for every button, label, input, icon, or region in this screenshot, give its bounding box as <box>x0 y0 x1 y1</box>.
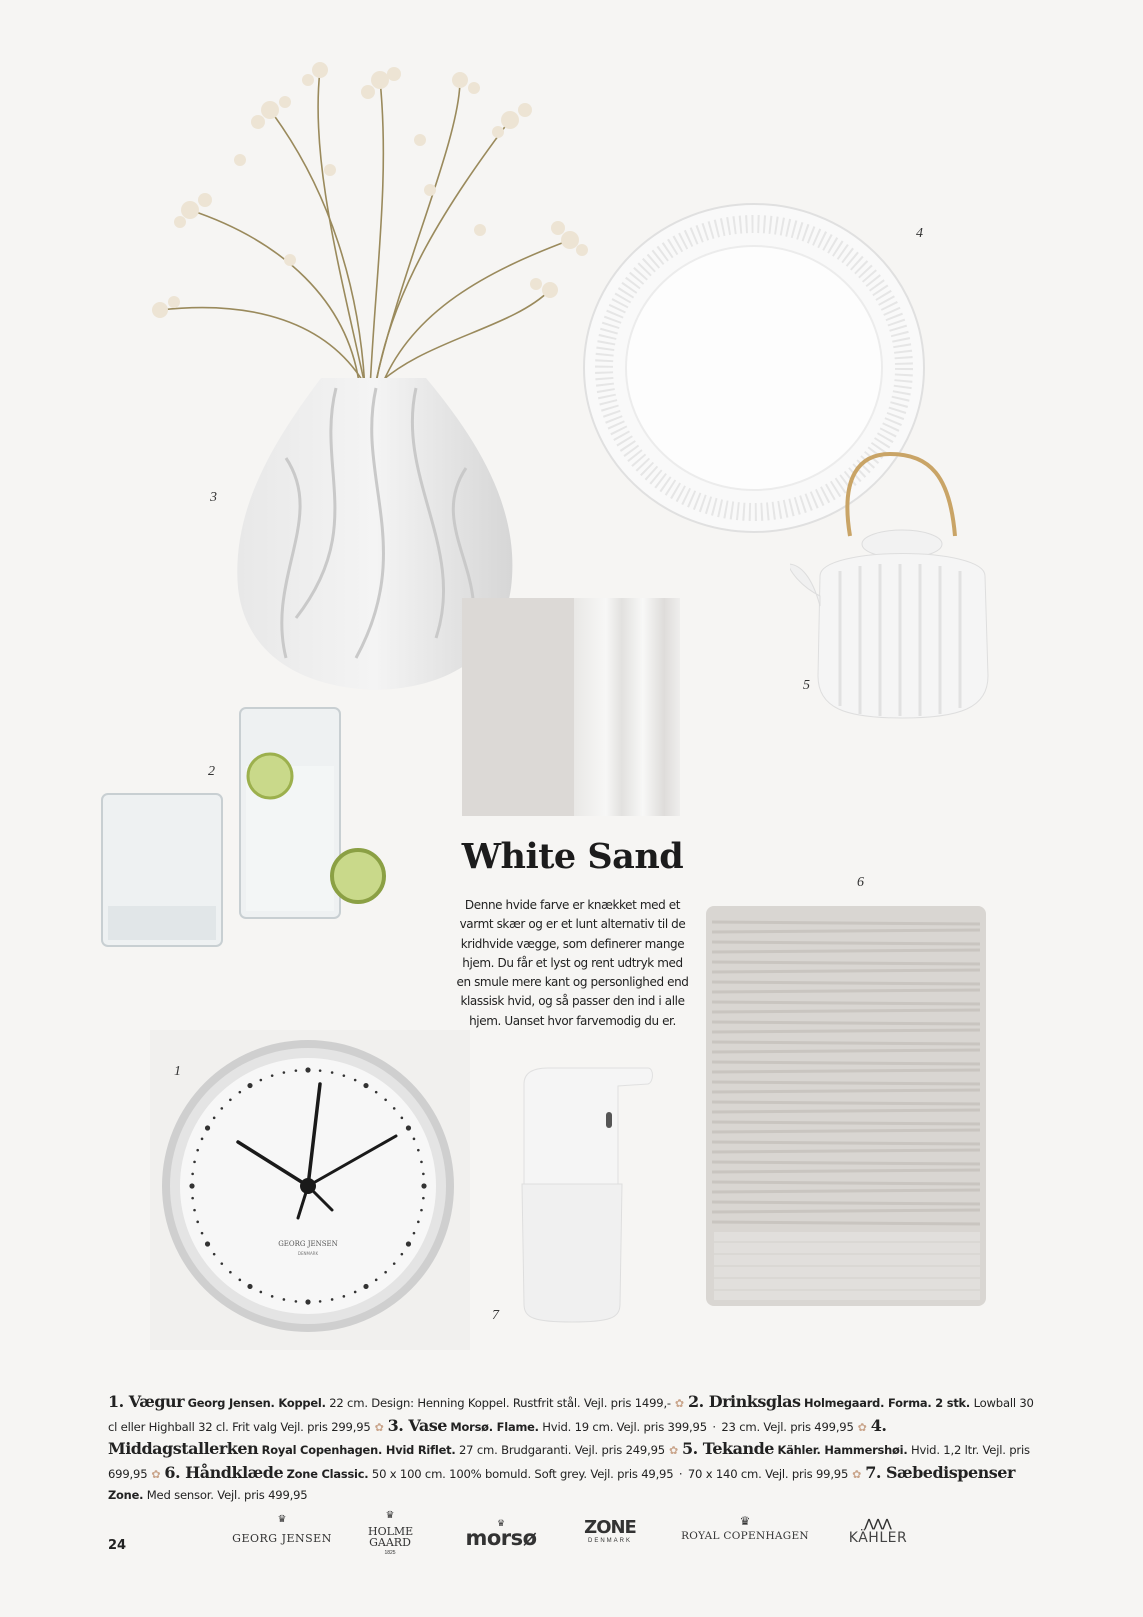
clock-dot <box>422 1197 425 1200</box>
towel-rib <box>712 930 980 932</box>
kahler-mark-icon: ⋀⋀⋀ <box>864 1518 892 1530</box>
towel-rib <box>712 1190 980 1192</box>
product-6: 6. Håndklæde Zone Classic. 50 x 100 cm. 100% bomuld. Soft grey. Vejl. pris 49,95 · 70 x 140 cm. Vejl. pris 99,95 <box>164 1462 849 1482</box>
clock-dot <box>420 1209 423 1212</box>
towel-rib <box>712 1170 980 1172</box>
clock-dot <box>331 1298 334 1301</box>
product-2: 2. Drinksglas Holmegaard. Forma. 2 stk. Lowball 30 cl eller Highball 32 cl. Frit valg Vejl. pris 299,95 <box>108 1392 1034 1434</box>
towel-rib <box>712 1122 980 1124</box>
clock-dot <box>401 1117 404 1120</box>
clock-dot <box>295 1300 298 1303</box>
clock-dot <box>205 1241 210 1246</box>
towel-rib <box>712 942 980 944</box>
towel-rib <box>712 1030 980 1032</box>
star-icon: ✿ <box>374 1420 384 1434</box>
towel-rib <box>712 1002 980 1004</box>
clock-dot <box>191 1197 194 1200</box>
clock-dot <box>331 1071 334 1074</box>
clock-dot <box>260 1079 263 1082</box>
towel-illustration <box>704 902 994 1312</box>
clock-dot <box>213 1117 216 1120</box>
towel-rib <box>712 1102 980 1104</box>
clock-dot <box>363 1284 368 1289</box>
intro-text: Denne hvide farve er knækket med et varmt skær og er et lunt alternativ til de kridhvide vægge, som definerer mange hjem. Du får et lyst og rent udtryk med en smule mere kant og personlighed end klassisk hvid, og så passer den ind i alle hjem. Uanset hvor farvemodig du er. <box>456 898 689 1028</box>
flowers-illustration <box>130 40 600 400</box>
clock-dot <box>305 1067 310 1072</box>
clock-dot <box>260 1291 263 1294</box>
clock-dot <box>247 1083 252 1088</box>
clock-dot <box>413 1232 416 1235</box>
clock-dot <box>384 1098 387 1101</box>
star-icon: ✿ <box>668 1444 678 1458</box>
towel-rib <box>712 1070 980 1072</box>
clock-dot <box>191 1173 194 1176</box>
clock-dot <box>220 1262 223 1265</box>
clock-dot <box>189 1183 194 1188</box>
towel-rib <box>712 1042 980 1044</box>
clock-dot <box>384 1271 387 1274</box>
clock-dot <box>375 1279 378 1282</box>
clock-dot <box>343 1074 346 1077</box>
star-icon: ✿ <box>674 1397 684 1410</box>
clock-dot <box>229 1271 232 1274</box>
clock-dot <box>247 1284 252 1289</box>
clock-dot <box>406 1241 411 1246</box>
clock-dot <box>393 1107 396 1110</box>
towel-rib <box>712 1010 980 1012</box>
crown-icon: ♛ <box>385 1510 395 1521</box>
logo-holmegaard: ♛ HOLME GAARD 1825 <box>360 1510 420 1556</box>
clock-dot <box>354 1079 357 1082</box>
texture-swatch <box>574 598 680 816</box>
item-number-6: 6 <box>857 875 864 890</box>
item-number-4: 4 <box>916 226 923 241</box>
clock-dot <box>295 1069 298 1072</box>
soap-dispenser-illustration <box>518 1064 658 1326</box>
item-number-7: 7 <box>492 1308 499 1323</box>
clock-dot <box>421 1183 426 1188</box>
clock-brand-label: GEORG JENSEN <box>278 1240 338 1248</box>
towel-rib <box>712 970 980 972</box>
clock-dot <box>193 1161 196 1164</box>
logo-georg-jensen: ♛ GEORG JENSEN <box>232 1514 332 1545</box>
clock-dot <box>196 1149 199 1152</box>
clock-dot <box>271 1295 274 1298</box>
star-icon: ✿ <box>857 1420 867 1434</box>
clock-dot <box>393 1262 396 1265</box>
crown-icon: ♛ <box>496 1518 506 1528</box>
glasses-illustration <box>100 706 390 976</box>
towel-rib <box>712 1110 980 1112</box>
clock-dot <box>406 1125 411 1130</box>
towel-rib <box>712 1050 980 1052</box>
clock-dot <box>401 1253 404 1256</box>
wall-clock-illustration <box>160 1038 456 1334</box>
clock-dot <box>305 1299 310 1304</box>
clock-dot <box>239 1279 242 1282</box>
product-4: 4. Middagstallerken Royal Copenhagen. Hvid Riflet. 27 cm. Brudgaranti. Vejl. pris 249,95 <box>108 1415 887 1459</box>
clock-dot <box>205 1125 210 1130</box>
clock-dot <box>319 1300 322 1303</box>
towel-rib <box>712 1150 980 1152</box>
clock-dot <box>283 1071 286 1074</box>
clock-dot <box>283 1298 286 1301</box>
towel-rib <box>712 1022 980 1024</box>
clock-dot <box>201 1232 204 1235</box>
color-swatch-white-sand <box>462 598 574 816</box>
star-icon: ✿ <box>852 1467 862 1481</box>
clock-dot <box>196 1221 199 1224</box>
clock-dot <box>213 1253 216 1256</box>
clock-dot <box>201 1138 204 1141</box>
towel-rib <box>712 1162 980 1164</box>
towel-rib <box>712 1090 980 1092</box>
page-number: 24 <box>108 1538 127 1553</box>
clock-dot <box>229 1098 232 1101</box>
star-icon: ✿ <box>151 1467 161 1481</box>
clock-dot <box>417 1221 420 1224</box>
towel-rib <box>712 1210 980 1212</box>
clock-dot <box>417 1149 420 1152</box>
logo-royal-copenhagen: ♛ ROYAL COPENHAGEN <box>681 1514 809 1542</box>
logo-zone: ZONE DENMARK <box>584 1517 636 1544</box>
clock-dot <box>193 1209 196 1212</box>
towel-rib <box>712 1062 980 1064</box>
clock-sub-label: DENMARK <box>297 1251 319 1256</box>
item-number-5: 5 <box>803 678 810 693</box>
clock-dot <box>375 1091 378 1094</box>
logo-morso: ♛ morsø <box>458 1518 544 1548</box>
towel-rib <box>712 1130 980 1132</box>
clock-dot <box>343 1295 346 1298</box>
crown-icon: ♛ <box>739 1514 751 1528</box>
towel-rib <box>712 962 980 964</box>
towel-rib <box>712 982 980 984</box>
clock-dot <box>354 1291 357 1294</box>
towel-rib <box>712 1222 980 1224</box>
clock-dot <box>271 1074 274 1077</box>
item-number-1: 1 <box>174 1064 181 1079</box>
towel-rib <box>712 990 980 992</box>
clock-dot <box>319 1069 322 1072</box>
product-list <box>108 1391 1038 1507</box>
clock-dot <box>220 1107 223 1110</box>
clock-dot <box>239 1091 242 1094</box>
logo-kahler: ⋀⋀⋀ KÄHLER <box>838 1518 918 1546</box>
towel-rib <box>712 1082 980 1084</box>
crown-icon: ♛ <box>277 1514 287 1525</box>
product-5: 5. Tekande Kähler. Hammershøi. Hvid. 1,2 ltr. Vejl. pris 699,95 <box>108 1439 1030 1481</box>
towel-rib <box>712 922 980 924</box>
clock-dot <box>363 1083 368 1088</box>
teapot-illustration <box>790 446 1010 736</box>
towel-rib <box>712 950 980 952</box>
item-number-3: 3 <box>210 490 217 505</box>
towel-rib <box>712 1182 980 1184</box>
clock-dot <box>420 1161 423 1164</box>
product-7: 7. Sæbedispenser Zone. Med sensor. Vejl. pris 499,95 <box>108 1462 1015 1503</box>
clock-dot <box>413 1138 416 1141</box>
item-number-2: 2 <box>208 764 215 779</box>
towel-rib <box>712 1202 980 1204</box>
towel-rib <box>712 1142 980 1144</box>
product-1: 1. Vægur Georg Jensen. Koppel. 22 cm. Design: Henning Koppel. Rustfrit stål. Vejl. pris 1499,- <box>108 1392 671 1411</box>
product-3: 3. Vase Morsø. Flame. Hvid. 19 cm. Vejl. pris 399,95 · 23 cm. Vejl. pris 499,95 <box>387 1415 854 1435</box>
clock-dot <box>422 1173 425 1176</box>
page-title: White Sand <box>461 836 684 877</box>
